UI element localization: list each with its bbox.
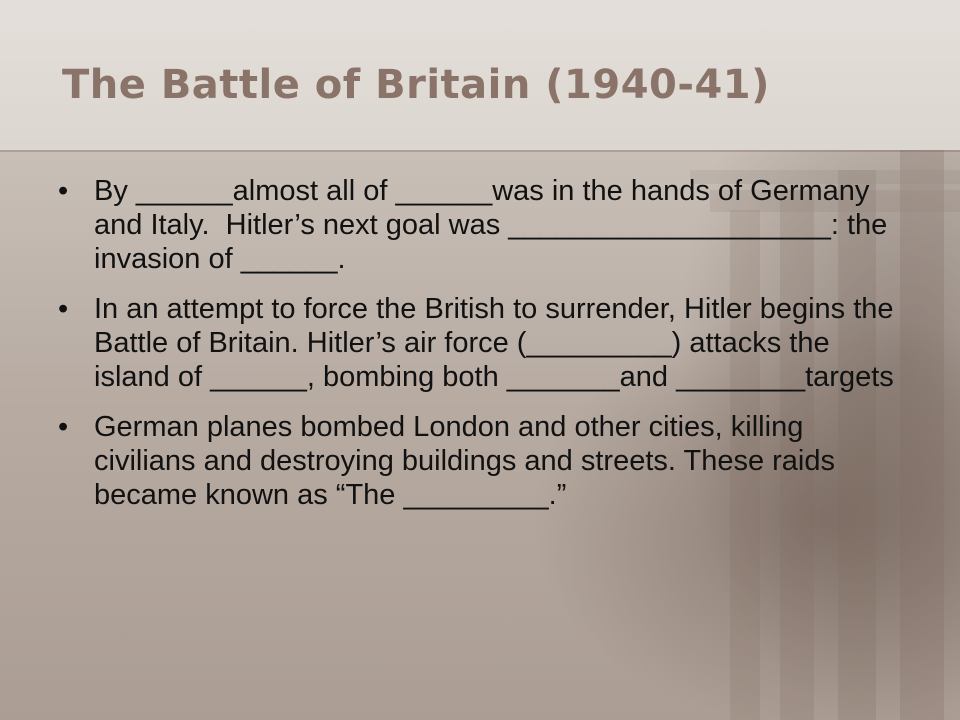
bullet-item — [58, 174, 908, 276]
bullet-item — [58, 292, 908, 394]
bullet-item — [58, 410, 908, 512]
bullet-text: German planes bombed London and other cities, killing civilians and destroying buildings and streets. These raids became known as “The _________.” — [94, 411, 844, 511]
bullet-list — [58, 174, 908, 528]
bullet-text: In an attempt to force the British to surrender, Hitler begins the Battle of Britain. Hitler’s air force (_________) attacks the island of ______, bombing both _______and ________targets — [94, 293, 902, 393]
slide-title: The Battle of Britain (1940-41) — [62, 62, 770, 108]
bullet-text: By ______almost all of ______was in the hands of Germany and Italy. Hitler’s next goal was ____________________: the invasion of ______. — [94, 175, 896, 275]
